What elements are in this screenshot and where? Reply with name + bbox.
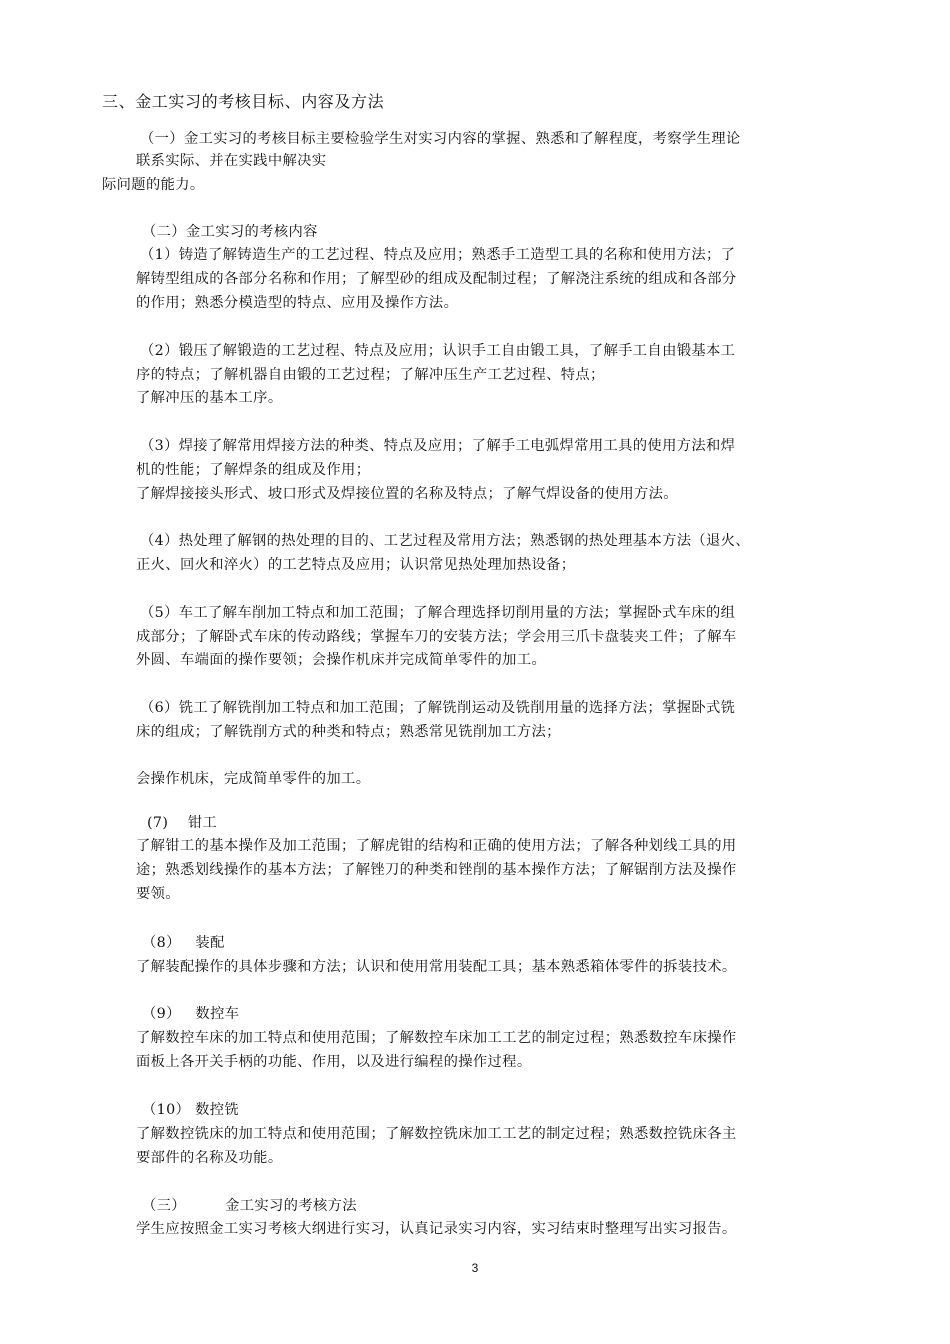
item1-line-2: 解铸型组成的各部分名称和作用；了解型砂的组成及配制过程；了解浇注系统的组成和各部分 — [136, 271, 737, 287]
item7-line-2: 途；熟悉划线操作的基本方法；了解锉刀的种类和锉削的基本操作方法；了解锯削方法及操作 — [136, 862, 737, 878]
method-title: （三） 金工实习的考核方法 — [142, 1198, 357, 1214]
item9-title: （9） 数控车 — [142, 1006, 240, 1022]
item9-line-2: 面板上各开关手柄的功能、作用，以及进行编程的操作过程。 — [136, 1054, 532, 1070]
item3-line-3: 了解焊接接头形式、坡口形式及焊接位置的名称及特点；了解气焊设备的使用方法。 — [136, 486, 678, 502]
item6-line-1: （6）铣工了解铣削加工特点和加工范围；了解铣削运动及铣削用量的选择方法；掌握卧式铣 — [140, 700, 736, 716]
goal-line-3: 际问题的能力。 — [102, 177, 205, 193]
item10-line-1: 了解数控铣床的加工特点和使用范围；了解数控铣床加工工艺的制定过程；熟悉数控铣床各主 — [136, 1126, 737, 1142]
goal-line-1: （一）金工实习的考核目标主要检验学生对实习内容的掌握、熟悉和了解程度，考察学生理论 — [140, 131, 741, 147]
item7-line-3: 要领。 — [136, 886, 180, 902]
item3-line-1: （3）焊接了解常用焊接方法的种类、特点及应用；了解手工电弧焊常用工具的使用方法和焊 — [140, 438, 736, 454]
item7-line-1: 了解钳工的基本操作及加工范围；了解虎钳的结构和正确的使用方法；了解各种划线工具的用 — [136, 838, 737, 854]
item4-line-1: （4）热处理了解钢的热处理的目的、工艺过程及常用方法；熟悉钢的热处理基本方法（退火、 — [140, 533, 750, 549]
item10-title: （10） 数控铣 — [142, 1102, 240, 1118]
goal-line-2: 联系实际、并在实践中解决实 — [136, 153, 327, 169]
item7-title: (7) 钳工 — [147, 815, 218, 831]
item2-line-3: 了解冲压的基本工序。 — [136, 390, 283, 406]
page-number: 3 — [471, 1261, 479, 1275]
item6-line-2: 床的组成；了解铣削方式的种类和特点；熟悉常见铣削加工方法； — [136, 724, 561, 740]
item1-line-1: （1）铸造了解铸造生产的工艺过程、特点及应用；熟悉手工造型工具的名称和使用方法；了 — [140, 247, 736, 263]
item3-line-2: 机的性能；了解焊条的组成及作用； — [136, 462, 371, 478]
method-line: 学生应按照金工实习考核大纲进行实习，认真记录实习内容，实习结束时整理写出实习报告。 — [136, 1221, 737, 1237]
item1-line-3: 的作用；熟悉分模造型的特点、应用及操作方法。 — [136, 295, 459, 311]
item9-line-1: 了解数控车床的加工特点和使用范围；了解数控车床加工工艺的制定过程；熟悉数控车床操作 — [136, 1030, 737, 1046]
item8-title: （8） 装配 — [142, 935, 225, 951]
item8-line-1: 了解装配操作的具体步骤和方法；认识和使用常用装配工具；基本熟悉箱体零件的拆装技术。 — [136, 959, 737, 975]
content-title: （二）金工实习的考核内容 — [142, 224, 318, 240]
item6-extra-line: 会操作机床，完成简单零件的加工。 — [136, 771, 371, 787]
item10-line-2: 要部件的名称及功能。 — [136, 1150, 283, 1166]
section-heading: 三、金工实习的考核目标、内容及方法 — [102, 92, 385, 111]
item5-line-2: 成部分；了解卧式车床的传动路线；掌握车刀的安装方法；学会用三爪卡盘装夹工件；了解车 — [136, 629, 737, 645]
item5-line-3: 外圆、车端面的操作要领；会操作机床并完成简单零件的加工。 — [136, 652, 547, 668]
item2-line-2: 序的特点；了解机器自由锻的工艺过程；了解冲压生产工艺过程、特点； — [136, 367, 605, 383]
item5-line-1: （5）车工了解车削加工特点和加工范围；了解合理选择切削用量的方法；掌握卧式车床的组 — [140, 605, 736, 621]
item4-line-2: 正火、回火和淬火）的工艺特点及应用；认识常见热处理加热设备； — [136, 557, 576, 573]
item2-line-1: （2）锻压了解锻造的工艺过程、特点及应用；认识手工自由锻工具，了解手工自由锻基本工 — [140, 343, 736, 359]
